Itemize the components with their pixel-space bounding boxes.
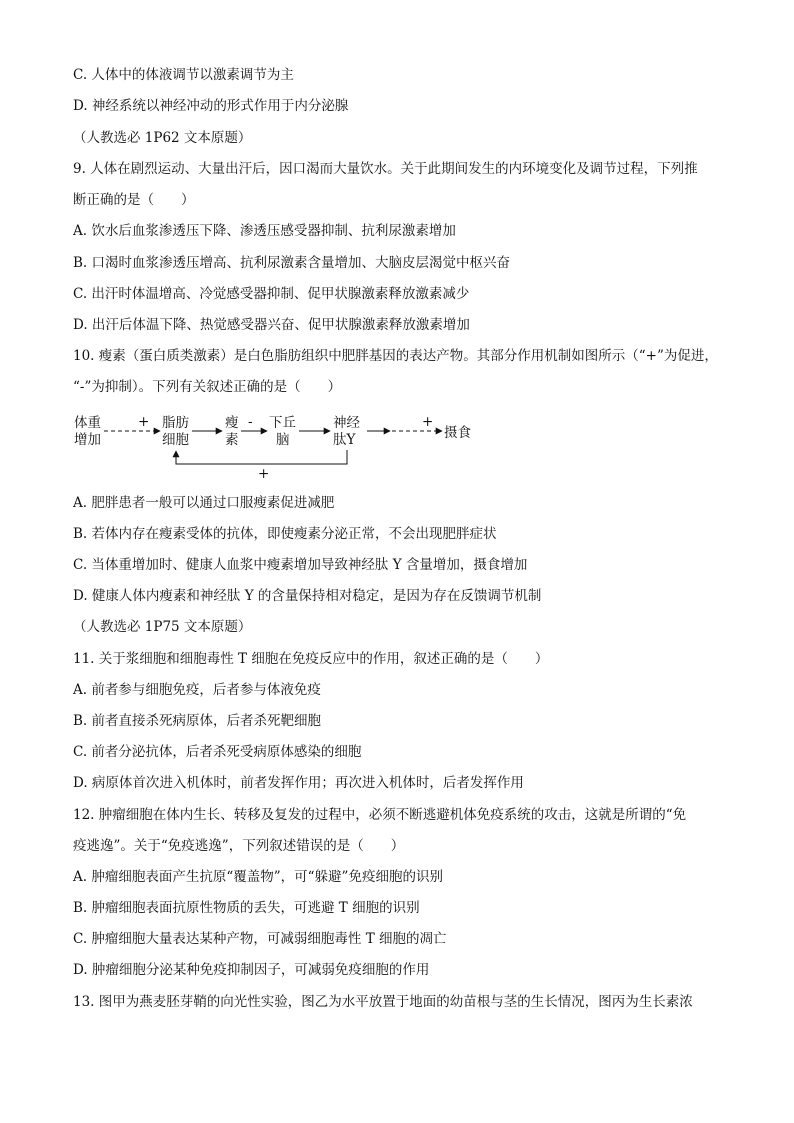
q12-option-b: B. 肿瘤细胞表面抗原性物质的丢失，可逃避 T 细胞的识别 (73, 900, 420, 916)
q11-stem: 11. 关于浆细胞和细胞毒性 T 细胞在免疫反应中的作用，叙述正确的是（ ） (73, 651, 549, 667)
q12-stem-line2: 疫逃逸”。关于“免疫逃逸”，下列叙述错误的是（ ） (73, 838, 405, 854)
q10-option-c: C. 当体重增加时、健康人血浆中瘦素增加导致神经肽 Y 含量增加，摄食增加 (73, 557, 528, 573)
q11-option-a: A. 前者参与细胞免疫，后者参与体液免疫 (73, 682, 321, 698)
q10-stem-line1: 10. 瘦素（蛋白质类激素）是白色脂肪组织中肥胖基因的表达产物。其部分作用机制如图所示（“+”为促进， (73, 348, 718, 364)
source-note: （人教选必 1P75 文本原题） (73, 619, 252, 635)
q9-option-c: C. 出汗时体温增高、冷觉感受器抑制、促甲状腺激素释放激素减少 (73, 286, 470, 302)
q10-stem-line2: “-”为抑制）。下列有关叙述正确的是（ ） (73, 379, 342, 395)
q11-option-d: D. 病原体首次进入机体时，前者发挥作用；再次进入机体时，后者发挥作用 (73, 775, 524, 791)
q8-option-c: C. 人体中的体液调节以激素调节为主 (73, 67, 294, 83)
q13-stem-line1: 13. 图甲为燕麦胚芽鞘的向光性实验，图乙为水平放置于地面的幼苗根与茎的生长情况，图丙为生长素浓 (73, 994, 693, 1010)
sign-plus-feedback: + (258, 466, 270, 482)
q9-stem-line2: 断正确的是（ ） (73, 192, 195, 208)
node-hypothalamus-line2: 脑 (276, 432, 290, 448)
q9-stem-line1: 9. 人体在剧烈运动、大量出汗后，因口渴而大量饮水。关于此期间发生的内环境变化及调节过程，下列推 (73, 161, 698, 177)
sign-plus-npy-feed: + (422, 414, 434, 430)
source-note: （人教选必 1P62 文本原题） (73, 130, 252, 146)
q9-option-d: D. 出汗后体温下降、热觉感受器兴奋、促甲状腺激素释放激素增加 (73, 317, 470, 333)
q10-option-b: B. 若体内存在瘦素受体的抗体，即使瘦素分泌正常，不会出现肥胖症状 (73, 526, 497, 542)
leptin-mechanism-diagram (70, 408, 490, 488)
q12-option-a: A. 肿瘤细胞表面产生抗原“覆盖物”，可“躲避”免疫细胞的识别 (73, 869, 443, 885)
q8-option-d: D. 神经系统以神经冲动的形式作用于内分泌腺 (73, 98, 349, 114)
sign-plus-weight-fat: + (138, 414, 150, 430)
node-weight-line2: 增加 (74, 432, 101, 448)
node-fat-line1: 脂肪 (162, 415, 189, 431)
q11-option-b: B. 前者直接杀死病原体，后者杀死靶细胞 (73, 713, 322, 729)
node-npy-line2: 肽Y (333, 432, 356, 448)
node-leptin-line2: 素 (225, 432, 239, 448)
q9-option-a: A. 饮水后血浆渗透压下降、渗透压感受器抑制、抗利尿激素增加 (73, 223, 456, 239)
arrow-feedback-npy-to-fat (176, 450, 347, 464)
node-leptin-line1: 瘦 (225, 415, 239, 431)
node-weight-line1: 体重 (74, 415, 101, 431)
q9-option-b: B. 口渴时血浆渗透压增高、抗利尿激素含量增加、大脑皮层渴觉中枢兴奋 (73, 255, 511, 271)
node-npy-line1: 神经 (333, 415, 360, 431)
node-fat-line2: 细胞 (162, 432, 189, 448)
sign-minus-leptin-hypo: - (248, 414, 253, 430)
node-hypothalamus-line1: 下丘 (269, 415, 296, 431)
node-feeding: 摄食 (444, 425, 471, 441)
q12-stem-line1: 12. 肿瘤细胞在体内生长、转移及复发的过程中，必须不断逃避机体免疫系统的攻击，这就是所谓的“免 (73, 807, 687, 823)
q12-option-c: C. 肿瘤细胞大量表达某种产物，可减弱细胞毒性 T 细胞的凋亡 (73, 931, 447, 947)
q10-option-d: D. 健康人体内瘦素和神经肽 Y 的含量保持相对稳定，是因为存在反馈调节机制 (73, 588, 542, 604)
q11-option-c: C. 前者分泌抗体，后者杀死受病原体感染的细胞 (73, 744, 362, 760)
q10-option-a: A. 肥胖患者一般可以通过口服瘦素促进减肥 (73, 495, 335, 511)
q12-option-d: D. 肿瘤细胞分泌某种免疫抑制因子，可减弱免疫细胞的作用 (73, 962, 430, 978)
